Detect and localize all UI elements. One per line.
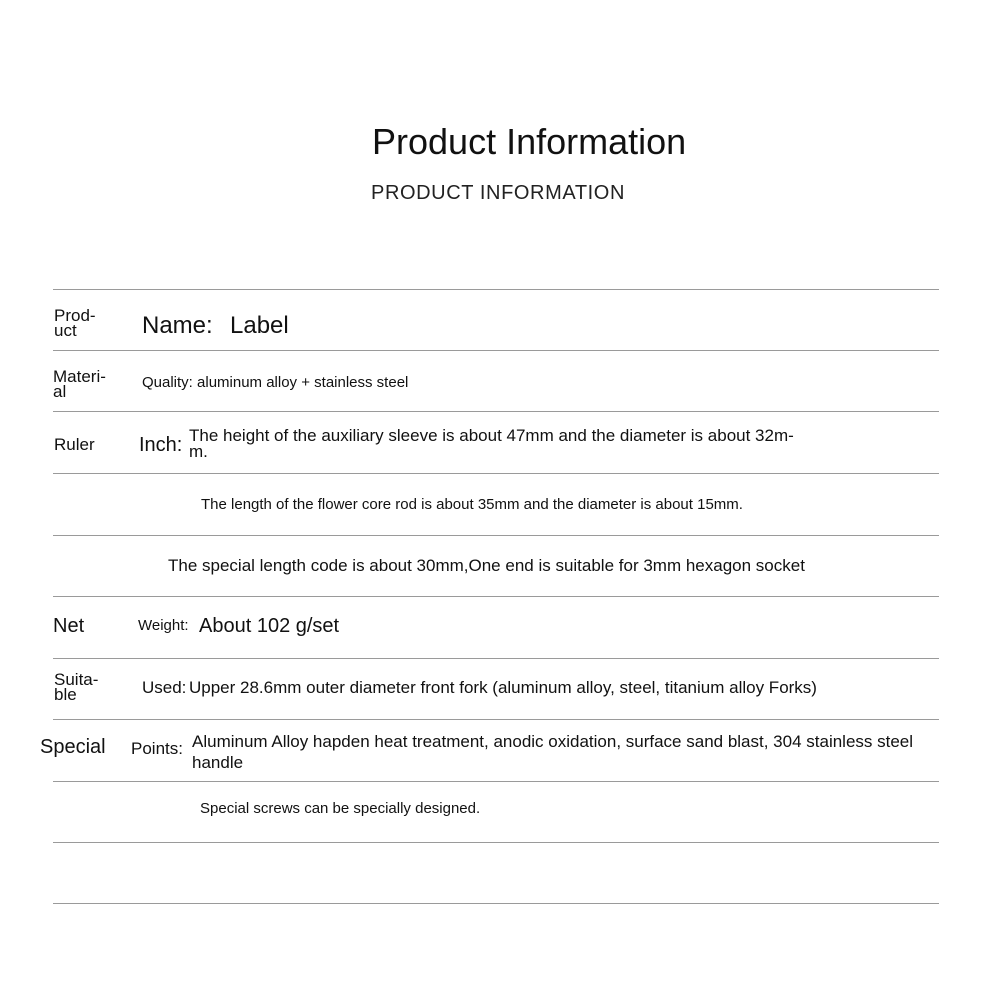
divider (53, 411, 939, 412)
divider (53, 596, 939, 597)
ruler-label: Ruler (54, 435, 95, 454)
divider (53, 781, 939, 782)
divider (53, 658, 939, 659)
core-rod-text: The length of the flower core rod is about 35mm and the diameter is about 15mm. (201, 496, 743, 513)
divider (53, 473, 939, 474)
suitable-label: Suita- ble (54, 670, 99, 704)
product-name-value: Label (230, 312, 289, 339)
page-subtitle: PRODUCT INFORMATION (371, 182, 625, 204)
special-label: Special (40, 736, 106, 758)
divider (53, 842, 939, 843)
net-weight-value: About 102 g/set (199, 615, 340, 637)
product-name-key: Name: (142, 312, 213, 339)
material-label: Materi- al (53, 367, 106, 401)
special-screws-text: Special screws can be specially designed. (200, 800, 481, 817)
divider (53, 903, 939, 904)
ruler-key: Inch: (139, 434, 183, 456)
divider (53, 535, 939, 536)
suitable-used-value: Upper 28.6mm outer diameter front fork (aluminum alloy, steel, titanium alloy Forks) (189, 678, 817, 697)
product-label: Prod- uct (54, 306, 96, 340)
net-weight-key: Weight: (138, 617, 189, 634)
page-title: Product Information (372, 121, 687, 162)
divider (53, 350, 939, 351)
material-quality: Quality: aluminum alloy + stainless steel (142, 374, 409, 391)
suitable-used-key: Used: (142, 678, 187, 697)
special-points-key: Points: (131, 739, 183, 758)
special-points-value: Aluminum Alloy hapden heat treatment, anodic oxidation, surface sand blast, 304 stainless steel handle (192, 732, 914, 772)
net-label: Net (53, 615, 85, 637)
special-length-text: The special length code is about 30mm,One end is suitable for 3mm hexagon socket (168, 556, 805, 575)
divider (53, 719, 939, 720)
ruler-value: The height of the auxiliary sleeve is about 47mm and the diameter is about 32m- m. (189, 426, 794, 461)
divider (53, 289, 939, 290)
